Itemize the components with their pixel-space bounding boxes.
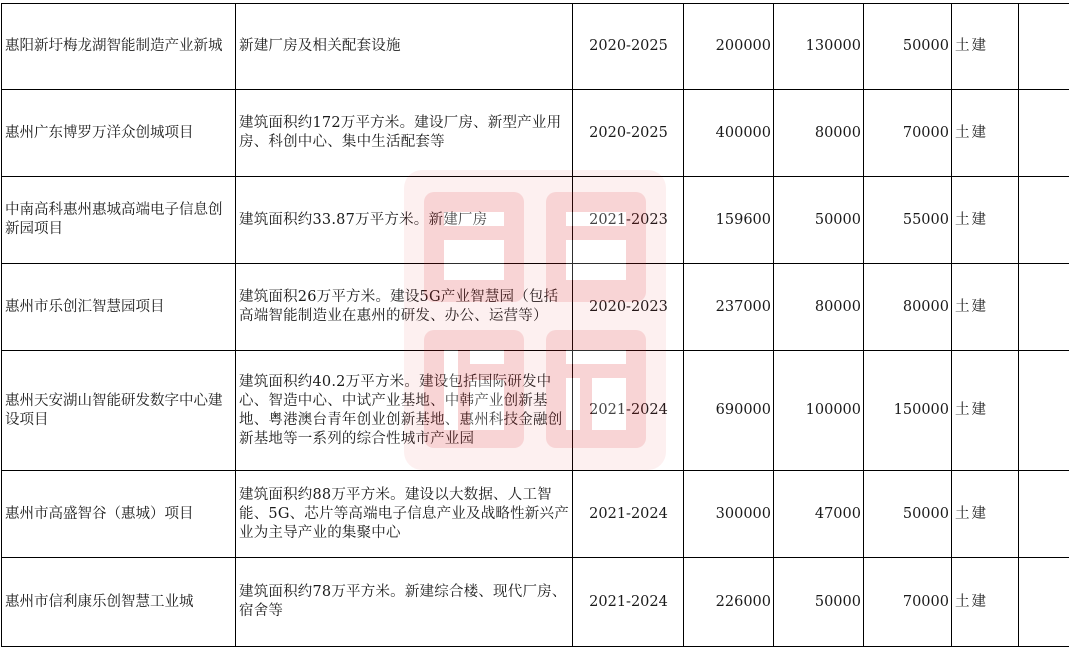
project-name-cell: 惠阳新圩梅龙湖智能制造产业新城 — [2, 4, 236, 90]
project-type-cell: 土建 — [952, 264, 1019, 351]
empty-cell — [1019, 264, 1069, 351]
project-name-cell: 惠州天安湖山智能研发数字中心建设项目 — [2, 351, 236, 471]
total-investment-cell: 159600 — [684, 177, 774, 264]
investment-value-cell: 50000 — [864, 4, 952, 90]
empty-cell — [1019, 4, 1069, 90]
investment-value-cell: 50000 — [774, 558, 864, 647]
investment-value-cell: 130000 — [774, 4, 864, 90]
project-name-cell: 惠州市信利康乐创智慧工业城 — [2, 558, 236, 647]
investment-value-cell: 80000 — [774, 90, 864, 177]
table-row — [2, 4, 1069, 90]
project-name-cell: 惠州市高盛智谷（惠城）项目 — [2, 471, 236, 558]
construction-period-cell: 2021-2024 — [573, 351, 684, 471]
investment-value-cell: 55000 — [864, 177, 952, 264]
project-description-cell: 建筑面积约40.2万平方米。建设包括国际研发中心、智造中心、中试产业基地、中韩产业创新基地、粤港澳台青年创业创新基地、惠州科技金融创新基地等一系列的综合性城市产业园 — [236, 351, 573, 471]
investment-value-cell: 70000 — [864, 90, 952, 177]
project-type-cell: 土建 — [952, 90, 1019, 177]
construction-period-cell: 2021-2024 — [573, 558, 684, 647]
project-type-cell: 土建 — [952, 351, 1019, 471]
table-row — [2, 177, 1069, 264]
total-investment-cell: 300000 — [684, 471, 774, 558]
project-type-cell: 土建 — [952, 177, 1019, 264]
total-investment-cell: 690000 — [684, 351, 774, 471]
total-investment-cell: 237000 — [684, 264, 774, 351]
empty-cell — [1019, 351, 1069, 471]
project-name-cell: 惠州市乐创汇智慧园项目 — [2, 264, 236, 351]
project-type-cell: 土建 — [952, 4, 1019, 90]
investment-value-cell: 80000 — [864, 264, 952, 351]
investment-value-cell: 50000 — [774, 177, 864, 264]
table-row — [2, 351, 1069, 471]
empty-cell — [1019, 177, 1069, 264]
empty-cell — [1019, 558, 1069, 647]
table-row — [2, 264, 1069, 351]
project-name-cell: 中南高科惠州惠城高端电子信息创新园项目 — [2, 177, 236, 264]
project-description-cell: 建筑面积约78万平方米。新建综合楼、现代厂房、宿舍等 — [236, 558, 573, 647]
total-investment-cell: 400000 — [684, 90, 774, 177]
project-name-cell: 惠州广东博罗万洋众创城项目 — [2, 90, 236, 177]
table-row — [2, 558, 1069, 647]
project-description-cell: 建筑面积26万平方米。建设5G产业智慧园（包括高端智能制造业在惠州的研发、办公、运营等） — [236, 264, 573, 351]
empty-cell — [1019, 90, 1069, 177]
empty-cell — [1019, 471, 1069, 558]
project-description-cell: 新建厂房及相关配套设施 — [236, 4, 573, 90]
investment-value-cell: 150000 — [864, 351, 952, 471]
project-description-cell: 建筑面积约88万平方米。建设以大数据、人工智能、5G、芯片等高端电子信息产业及战略性新兴产业为主导产业的集聚中心 — [236, 471, 573, 558]
total-investment-cell: 226000 — [684, 558, 774, 647]
project-type-cell: 土建 — [952, 558, 1019, 647]
construction-period-cell: 2020-2025 — [573, 90, 684, 177]
construction-period-cell: 2021-2023 — [573, 177, 684, 264]
construction-period-cell: 2021-2024 — [573, 471, 684, 558]
table-row — [2, 90, 1069, 177]
investment-value-cell: 47000 — [774, 471, 864, 558]
project-description-cell: 建筑面积约33.87万平方米。新建厂房 — [236, 177, 573, 264]
construction-period-cell: 2020-2025 — [573, 4, 684, 90]
project-description-cell: 建筑面积约172万平方米。建设厂房、新型产业用房、科创中心、集中生活配套等 — [236, 90, 573, 177]
investment-value-cell: 70000 — [864, 558, 952, 647]
construction-period-cell: 2020-2023 — [573, 264, 684, 351]
project-type-cell: 土建 — [952, 471, 1019, 558]
total-investment-cell: 200000 — [684, 4, 774, 90]
investment-value-cell: 50000 — [864, 471, 952, 558]
investment-value-cell: 100000 — [774, 351, 864, 471]
table-row — [2, 471, 1069, 558]
project-table — [1, 3, 1069, 647]
investment-value-cell: 80000 — [774, 264, 864, 351]
